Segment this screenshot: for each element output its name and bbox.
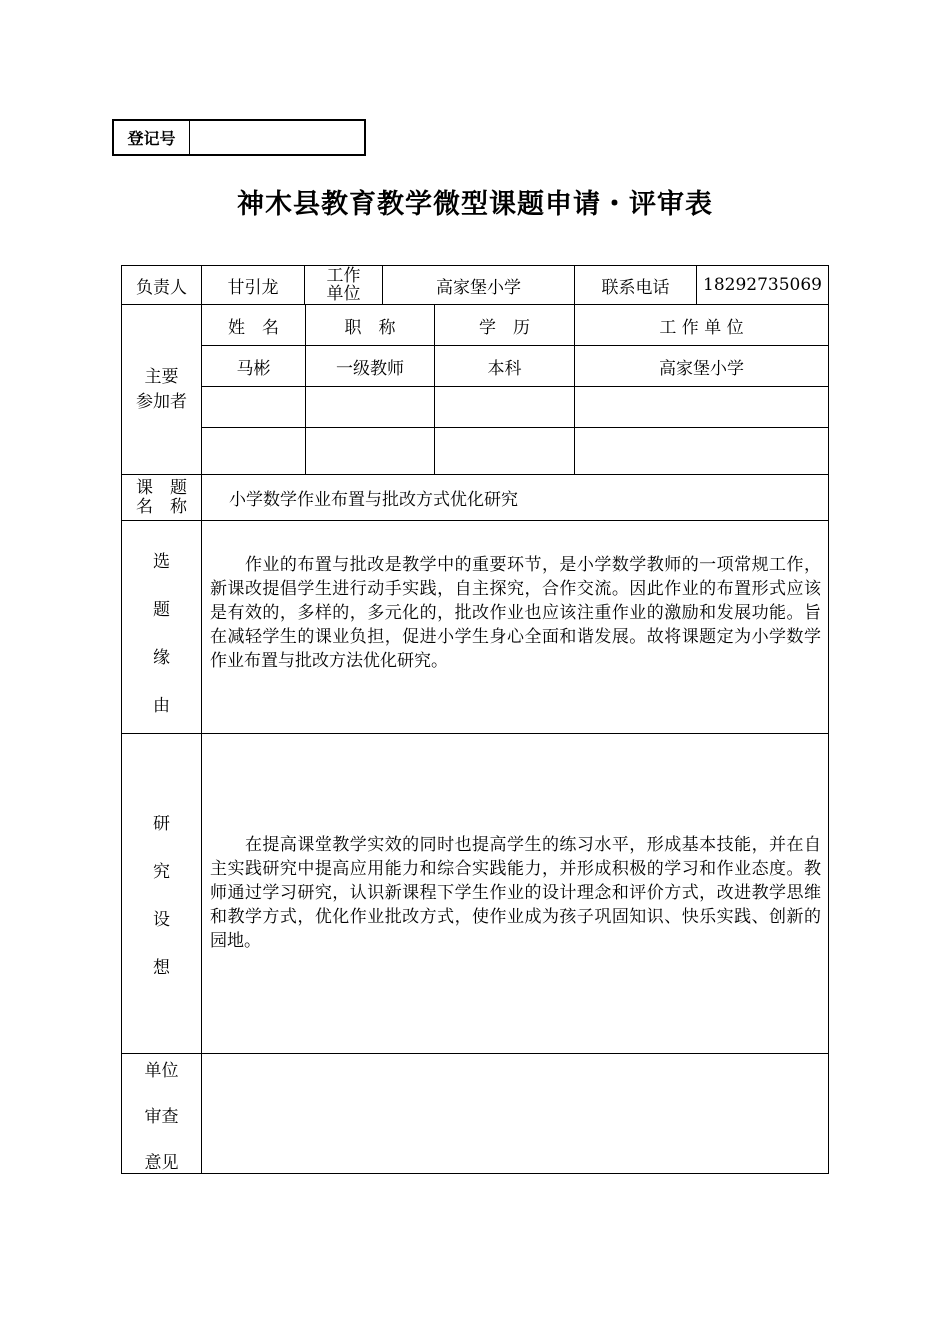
participant-work-unit[interactable] (575, 428, 828, 474)
responsible-label: 负责人 (136, 277, 187, 298)
participant-title[interactable] (306, 387, 434, 427)
topic-label-line1: 课 题 (136, 477, 187, 498)
registration-label: 登记号 (114, 121, 190, 154)
participant-education[interactable] (435, 387, 574, 427)
review-opinion-field[interactable] (202, 1054, 828, 1173)
reason-text[interactable]: 作业的布置与批改是教学中的重要环节，是小学数学教师的一项常规工作，新课改提倡学生进行动手实践，自主探究，合作交流。因此作业的布置形式应该是有效的，多样的，多元化的，批改作业也应该注重作业的激励和发展功能。旨在减轻学生的课业负担，促进小学生身心全面和谐发展。故将课题定为小学数学作业布置与批改方法优化研究。 (210, 555, 821, 671)
reason-label-char: 选 (153, 552, 170, 572)
participant-name[interactable] (202, 387, 305, 427)
review-label-line: 意见 (144, 1153, 179, 1173)
registration-value[interactable] (191, 121, 364, 154)
topic-label-line2: 名 称 (136, 496, 187, 517)
work-unit-label (305, 266, 382, 304)
participant-work-unit[interactable]: 高家堡小学 (659, 358, 744, 379)
plan-label-char: 究 (153, 862, 170, 882)
work-unit-value[interactable]: 高家堡小学 (436, 277, 521, 298)
participant-title[interactable] (306, 428, 434, 474)
participants-label-line2: 参加者 (136, 391, 187, 412)
participants-label (122, 305, 201, 474)
phone-label: 联系电话 (601, 277, 670, 298)
participant-education[interactable] (435, 428, 574, 474)
participants-label-line1: 主要 (144, 366, 179, 387)
topic-value[interactable]: 小学数学作业布置与批改方式优化研究 (229, 490, 518, 510)
row-divider (121, 733, 829, 734)
work-unit-label-line1: 工作 (326, 266, 361, 286)
reason-label-char: 由 (153, 696, 170, 716)
reason-label-char: 题 (153, 600, 170, 620)
column-header-work-unit: 工 作 单 位 (659, 317, 744, 338)
review-label-line: 审查 (144, 1107, 179, 1127)
participant-name[interactable] (202, 428, 305, 474)
plan-label-char: 设 (153, 910, 170, 930)
plan-text[interactable]: 在提高课堂教学实效的同时也提高学生的练习水平，形成基本技能，并在自主实践研究中提高应用能力和综合实践能力，并形成积极的学习和作业态度。教师通过学习研究，认识新课程下学生作业的设计理念和评价方式，改进教学思维和教学方式，优化作业批改方式，使作业成为孩子巩固知识、快乐实践、创新的园地。 (210, 835, 821, 951)
column-header-name: 姓 名 (228, 317, 279, 338)
page-title: 神木县教育教学微型课题申请・评审表 (237, 189, 713, 220)
participant-work-unit[interactable] (575, 387, 828, 427)
plan-label-char: 研 (153, 814, 170, 834)
column-header-education: 学 历 (479, 317, 530, 338)
review-label-line: 单位 (144, 1061, 179, 1081)
reason-label-char: 缘 (153, 648, 170, 668)
participant-education[interactable]: 本科 (487, 358, 522, 379)
responsible-name[interactable]: 甘引龙 (227, 277, 279, 298)
participant-title[interactable]: 一级教师 (336, 358, 404, 379)
reason-label (122, 521, 201, 733)
column-header-title: 职 称 (344, 317, 396, 338)
registration-box (112, 119, 366, 156)
participant-name[interactable]: 马彬 (236, 358, 271, 379)
row-divider (121, 520, 829, 521)
work-unit-label-line2: 单位 (326, 284, 361, 304)
topic-label (122, 475, 201, 520)
plan-label-char: 想 (153, 958, 170, 978)
review-label (122, 1054, 201, 1173)
plan-label (122, 734, 201, 1053)
phone-value[interactable]: 18292735069 (703, 275, 822, 295)
